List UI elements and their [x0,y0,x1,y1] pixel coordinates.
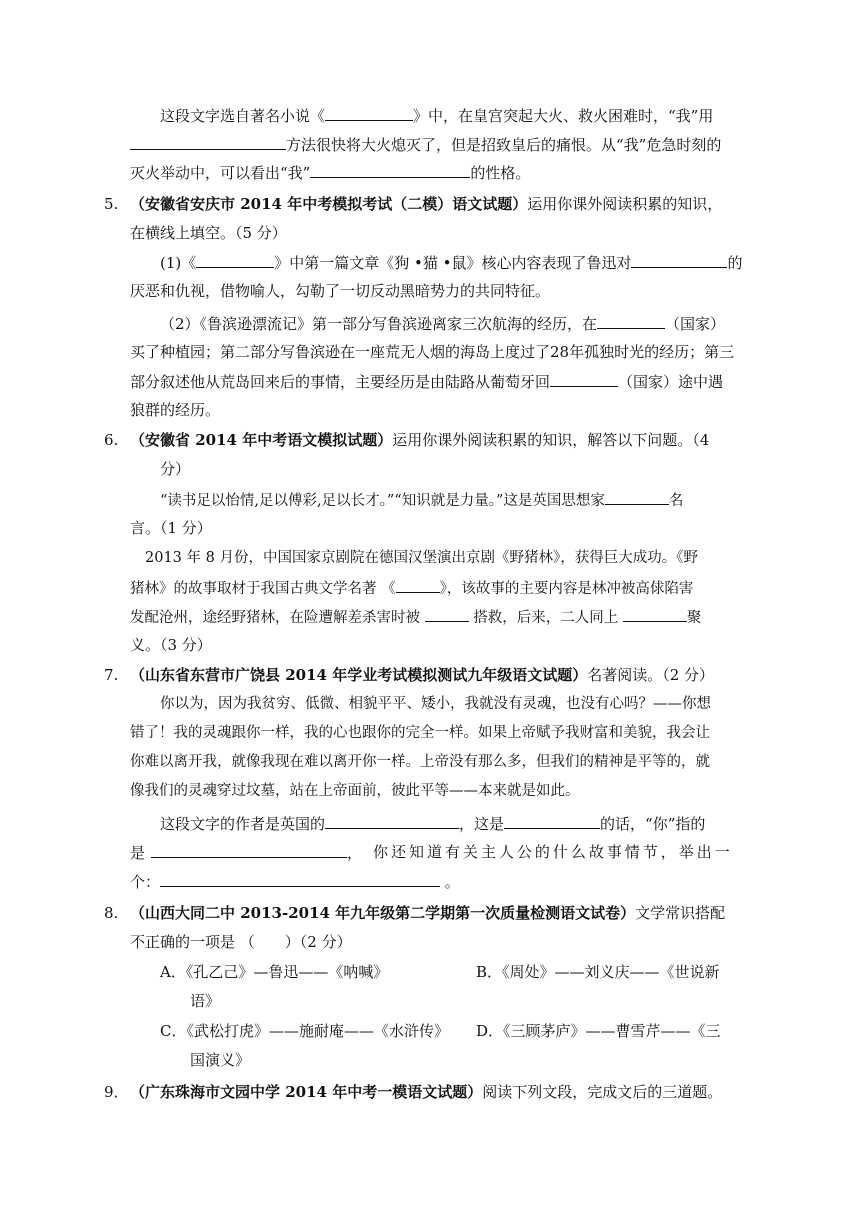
q7-text-line-2: 错了！我的灵魂跟你一样，我的心也跟你的完全一样。如果上帝赋予我财富和美貌，我会让 [130,725,710,741]
blank [597,313,665,329]
q7-number: 7. [104,666,119,684]
justified-char: 公 [516,843,532,861]
q6-line-1: （安徽省 2014 年中考语文模拟试题）运用你课外阅读积累的知识，解答以下问题。（4 [130,431,710,449]
q4-line-3: 灭火举动中，可以看出“我” 的性格。 [130,164,531,182]
q6-source: （安徽省 2014 年中考语文模拟试题） [130,431,393,449]
justified-char: ， [660,843,676,861]
blank [325,813,459,829]
q5-source: （安徽省安庆市 2014 年中考模拟考试（二模）语文试题） [130,195,528,213]
q8-option-d-cont: 国演义》 [190,1051,251,1069]
q6-part1-line-2: 言。（1 分） [130,519,212,537]
justified-char: 知 [408,843,424,861]
q5-part1-line-2: 厌恶和仇视，借物喻人，勾勒了一切反动黑暗势力的共同特征。 [130,282,551,300]
blank [623,606,687,622]
justified-char: 故 [588,843,604,861]
q5-number: 5. [104,195,119,213]
q6-part2-line-4: 义。（3 分） [130,636,212,654]
q6-part2-line-3: 发配沧州，途经野猪林，在险遭解差杀害时被 搭救，后来，二人同上 聚 [130,606,701,628]
justified-char: 一 [714,843,730,861]
q9-source: （广东珠海市文园中学 2014 年中考一模语文试题） [130,1083,483,1101]
q6-line-2: 分） [160,460,191,478]
q6-number: 6. [104,431,119,449]
q8-source: （山西大同二中 2013-2014 年九年级第二学期第一次质量检测语文试卷） [130,904,636,922]
blank [160,871,440,887]
q8-option-b: B．《周处》——刘义庆——《世说新 [476,963,720,981]
q5-line-1: （安徽省安庆市 2014 年中考模拟考试（二模）语文试题）运用你课外阅读积累的知识， [130,195,723,213]
blank [196,252,274,268]
justified-char: 什 [552,843,568,861]
q5-part1-line-1: (1)《 》中第一篇文章《狗 •猫 •鼠》核心内容表现了鲁迅对 的 [160,254,743,272]
q7-text-line-3: 你难以离开我，就像我现在难以离开你一样。上帝没有那么多，但我们的精神是平等的，就 [130,754,710,770]
q8-line-1: （山西大同二中 2013-2014 年九年级第二学期第一次质量检测语文试卷）文学常识搭配 [130,904,726,922]
justified-char: 情 [624,843,640,861]
justified-char: 你 [373,843,389,861]
justified-char: 关 [462,843,478,861]
q8-line-2: 不正确的一项是 （ ）（2 分） [130,933,352,951]
justified-char: 还 [390,843,406,861]
q9-line-1: （广东珠海市文园中学 2014 年中考一模语文试题）阅读下列文段，完成文后的三道题。 [130,1083,723,1101]
q5-part2-line-2: 买了种植园；第二部分写鲁滨逊在一座荒无人烟的海岛上度过了28年孤独时光的经历；第三 [130,343,735,361]
q8-number: 8. [104,904,119,922]
q7-source: （山东省东营市广饶县 2014 年学业考试模拟测试九年级语文试题） [130,666,588,684]
blank [425,606,469,622]
blank [504,813,600,829]
blank [151,842,347,858]
blank [631,252,727,268]
q6-part1-line-1: “读书足以怡情,足以傅彩,足以长才。”“知识就是力量。”这是英国思想家 名 [160,489,683,511]
q7-answer-line-2a: 是 ， [130,844,363,862]
blank [310,162,470,178]
blank [325,105,413,121]
q6-part2-line-1: 2013 年 8 月份，中国国家京剧院在德国汉堡演出京剧《野猪林》，获得巨大成功。《野 [145,550,698,566]
q4-line-2: 方法很快将大火熄灭了，但是招致皇后的痛恨。从“我”危急时刻的 [130,134,721,155]
q7-text-line-1: 你以为，因为我贫穷、低微、相貌平平、矮小，我就没有灵魂，也没有心吗？——你想 [160,696,711,712]
justified-char: 道 [426,843,442,861]
justified-char: 主 [480,843,496,861]
blank [130,134,286,150]
q8-option-a: A．《孔乙己》—鲁迅——《呐喊》 [160,963,389,981]
blank [550,371,618,387]
blank [605,489,669,505]
q8-option-c: C．《武松打虎》——施耐庵——《水浒传》 [160,1022,449,1040]
justified-char: 的 [534,843,550,861]
q9-number: 9． [104,1083,129,1101]
q6-part2-line-2: 猪林》的故事取材于我国古典文学名著 《 》，该故事的主要内容是林冲被高俅陷害 [130,577,693,599]
justified-char: 么 [570,843,586,861]
q7-answer-line-3: 个： 。 [130,873,460,891]
justified-char: 举 [678,843,694,861]
q7-answer-line-2b [373,842,730,862]
justified-char: 事 [606,843,622,861]
q5-part2-line-1: （2）《鲁滨逊漂流记》第一部分写鲁滨逊离家三次航海的经历，在 （国家） [160,315,726,333]
justified-char: 出 [696,843,712,861]
q5-line-2: 在横线上填空。（5 分） [130,224,287,242]
blank [396,577,440,593]
q7-line-1: （山东省东营市广饶县 2014 年学业考试模拟测试九年级语文试题）名著阅读。（2 分） [130,666,715,684]
q7-text-line-4: 像我们的灵魂穿过坟墓，站在上帝面前，彼此平等——本来就是如此。 [130,783,580,799]
justified-char: 人 [498,843,514,861]
q8-option-d: D．《三顾茅庐》——曹雪芹——《三 [476,1022,721,1040]
justified-char: 节 [642,843,658,861]
q8-option-b-cont: 语》 [190,992,221,1010]
justified-char: 有 [444,843,460,861]
q5-part2-line-4: 狼群的经历。 [130,401,221,419]
q7-answer-line-1: 这段文字的作者是英国的 ，这是 的话，“你”指的 [160,815,706,833]
q4-line-1: 这段文字选自著名小说《 》中，在皇宫突起大火、救火困难时，“我”用 [160,107,714,125]
q5-part2-line-3: 部分叙述他从荒岛回来后的事情，主要经历是由陆路从葡萄牙回 （国家）途中遇 [130,373,724,391]
